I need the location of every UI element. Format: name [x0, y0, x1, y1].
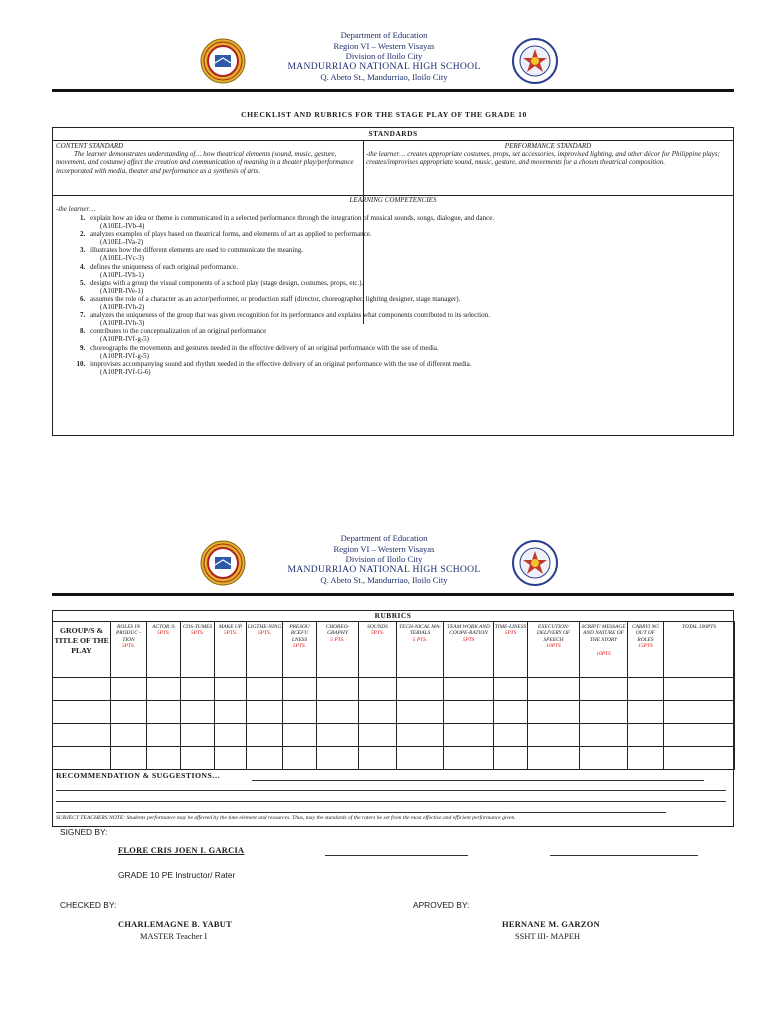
competency-code: (A10EL-IVb-4) [100, 222, 145, 231]
rubric-criterion-header [111, 622, 147, 678]
criterion-label: CARRYI NG OUT OF ROLES [631, 624, 659, 643]
criterion-points: 5PTS. [223, 630, 238, 637]
table-row [53, 724, 735, 747]
criterion-label: EXECUTION/ DELIVERY OF SPEECH [536, 624, 571, 643]
checker-name: CHARLEMAGNE B. YABUT [118, 920, 233, 929]
header-address: Q. Abeto St., Mandurriao, Iloilo City [320, 72, 448, 82]
signature-line-2[interactable] [325, 855, 468, 856]
competency-code: (A10PR-IVh-2) [100, 303, 145, 312]
criterion-label: TECH-NICAL MA-TERIALS [399, 624, 441, 637]
recommendation-line-1[interactable] [252, 780, 704, 781]
criterion-points: 10PTS [546, 643, 561, 650]
competency-item [87, 279, 733, 295]
criterion-points: 5PTS [504, 630, 517, 637]
performance-standard-text: -the learner… creates appropriate costumes, props, set accessories, improvised lighting, and other décor for Philippine plays; creates/improvises appropriate sound, music, gesture, and movements for a chosen theatrical composition. [366, 150, 720, 167]
competency-text: choreographs the movements and gestures needed in the effective delivery of an original performance with the use of media. [90, 343, 439, 352]
header-department: Department of Education [340, 30, 428, 40]
criterion-points: 5PTS. [257, 630, 272, 637]
rubric-criterion-header [580, 622, 628, 678]
rubric-criterion-header [397, 622, 444, 678]
signer-role: GRADE 10 PE Instructor/ Rater [118, 870, 236, 880]
competency-code: (A10PL-IVh-1) [100, 270, 144, 279]
approved-by-label: APROVED BY: [413, 900, 470, 910]
criterion-label: CHOREO-GRAPHY [325, 624, 350, 637]
criterion-label: SOUNDS [367, 624, 388, 630]
performance-standard [366, 142, 730, 167]
competency-text: improvises accompanying sound and rhythm needed in the effective delivery of an original performance with the use of different media. [90, 359, 472, 368]
approver-name: HERNANE M. GARZON [502, 920, 600, 929]
performance-standard-label: PERFORMANCE STANDARD [504, 142, 592, 150]
rubric-criterion-header [664, 622, 735, 678]
competency-text: defines the uniqueness of each original performance. [90, 262, 238, 271]
competency-code: (A10PR-IVf-g-5) [100, 351, 149, 360]
rubrics-heading: RUBRICS [374, 611, 412, 620]
criterion-label: TIME-LINESS [494, 624, 527, 630]
header-division-2: Division of Iloilo City [345, 554, 423, 564]
criterion-points: 5PTS. [370, 630, 385, 637]
rubric-criterion-header [628, 622, 664, 678]
criterion-points: 5PTS. [121, 643, 136, 650]
competency-item [87, 230, 733, 246]
signature-line-3[interactable] [550, 855, 698, 856]
competency-item [87, 263, 733, 279]
competency-item [87, 214, 733, 230]
competency-item [87, 327, 733, 343]
competency-code: (A10PR-IVe-1) [100, 286, 144, 295]
criterion-points: 5PTS. [292, 643, 307, 650]
criterion-label: MAKE UP [218, 624, 243, 630]
criterion-label: ACTOR /S [152, 624, 175, 630]
criterion-points: 10PTS [596, 651, 611, 658]
competency-text: assumes the role of a character as an actor/performer, or production staff (director, choreographer, lighting designer, stage manager). [90, 294, 461, 303]
signed-by-label: SIGNED BY: [60, 827, 108, 837]
criterion-points: 5PTS. [190, 630, 205, 637]
page-header [0, 30, 768, 83]
rubric-criterion-header [494, 622, 528, 678]
header-school-name-2: MANDURRIAO NATIONAL HIGH SCHOOL [287, 563, 481, 575]
subject-teachers-note: SUBJECT TEACHERS NOTE: Students performance may be affected by the time element and resources. Thus, may the standards of the raters be set from the most effective and efficient performance given. [56, 815, 516, 821]
checked-by-label: CHECKED BY: [60, 900, 117, 910]
competency-text: explain how an idea or theme is communicated in a selected performance through the integration of musical sounds, songs, dialogue, and dance. [90, 214, 495, 222]
competency-text: analyzes the uniqueness of the group that was given recognition for its performance and explains what components contributed to its selection. [90, 311, 490, 320]
header-region: Region VI – Western Visayas [333, 40, 435, 51]
rubric-criterion-header [444, 622, 494, 678]
rubric-criterion-header [215, 622, 247, 678]
document-title: CHECKLIST AND RUBRICS FOR THE STAGE PLAY OF THE GRADE 10 [241, 110, 527, 119]
table-row [53, 747, 735, 770]
competency-text: illustrates how the different elements are used to communicate the meaning. [90, 246, 304, 255]
competency-code: (A10EL-IVc-3) [100, 254, 144, 263]
signer-name: FLORE CRIS JOEN I. GARCIA [118, 846, 245, 855]
competencies-list [53, 214, 733, 376]
rubrics-table [52, 621, 735, 770]
table-row [53, 678, 735, 701]
rubric-criterion-header [247, 622, 283, 678]
criterion-points: 5 PTS. [412, 636, 428, 643]
competencies-intro: -the learner… [56, 205, 96, 213]
header-department-2: Department of Education [340, 533, 428, 543]
criterion-label: ROLES IN PRODUC -TION [115, 624, 141, 643]
criterion-label: PRESOU RCEFU LNESS [289, 624, 310, 643]
competency-text: contributes to the conceptualization of an original performance [90, 327, 267, 336]
criterion-points: 5 PTS. [330, 636, 345, 643]
recommendation-label: RECOMMENDATION & SUGGESTIONS… [56, 771, 221, 780]
criterion-label: TOTAL 100PTS [681, 624, 716, 630]
content-standard-text: The learner demonstrates understanding of… how theatrical elements (sound, music, gesture, movement, and costume) affect the creation and communication of meaning in a theater play/performance incorporated with media, theater and performance as a synthesis of arts. [56, 150, 354, 175]
rubric-criterion-header [283, 622, 317, 678]
criterion-points: 5PTS [462, 636, 475, 643]
competency-item [87, 246, 733, 262]
criterion-label: SCRIPT/ MESSAGE AND NATURE OF THE STORY [581, 624, 626, 643]
recommendation-line-3[interactable] [56, 801, 726, 802]
competency-code: (A10PR-IVf-G-6) [100, 367, 151, 376]
recommendation-line-2[interactable] [56, 790, 726, 791]
criterion-points: 15PTS [638, 643, 653, 650]
rubric-criterion-header [528, 622, 580, 678]
competencies-label: LEARNING COMPETENCIES [349, 196, 437, 204]
competency-code: (A10PR-IVh-3) [100, 319, 145, 328]
content-standard-label: CONTENT STANDARD [56, 142, 124, 150]
competency-item [87, 311, 733, 327]
header-divider-2 [52, 593, 734, 596]
criterion-points: 5PTS. [156, 630, 171, 637]
competency-item [87, 344, 733, 360]
group-title-header: GROUP/S & TITLE OF THE PLAY [53, 622, 111, 678]
rubric-criterion-header [181, 622, 215, 678]
standards-heading: STANDARDS [368, 129, 418, 138]
checker-role: MASTER Teacher I [140, 932, 208, 941]
page-header-2 [0, 533, 768, 586]
standards-table [52, 127, 734, 436]
approver-role: SSHT III- MAPEH [515, 932, 580, 941]
competency-code: (A10PR-IVf-g-5) [100, 335, 149, 344]
rubric-criterion-header [359, 622, 397, 678]
rubric-criterion-header [147, 622, 181, 678]
table-row [53, 701, 735, 724]
competency-item [87, 295, 733, 311]
header-divider [52, 89, 734, 92]
header-address-2: Q. Abeto St., Mandurriao, Iloilo City [320, 575, 448, 585]
header-school-name: MANDURRIAO NATIONAL HIGH SCHOOL [287, 60, 481, 72]
criterion-label: TEAM WORK AND COOPE-RATION [447, 624, 490, 637]
competency-item [87, 360, 733, 376]
recommendation-line-4[interactable] [56, 812, 666, 813]
header-region-2: Region VI – Western Visayas [333, 543, 435, 554]
competency-code: (A10EL-IVa-2) [100, 238, 144, 247]
competency-text: analyzes examples of plays based on theatrical forms, and elements of art as applied to performance. [90, 230, 372, 239]
criterion-label: COS-TUMES [182, 624, 213, 630]
criterion-label: LIGTHE-NING [247, 624, 282, 630]
content-standard [56, 142, 360, 175]
rubric-criterion-header [317, 622, 359, 678]
header-division: Division of Iloilo City [345, 51, 423, 61]
competency-text: designs with a group the visual components of a school play (stage design, costumes, props, etc.). [90, 278, 364, 287]
